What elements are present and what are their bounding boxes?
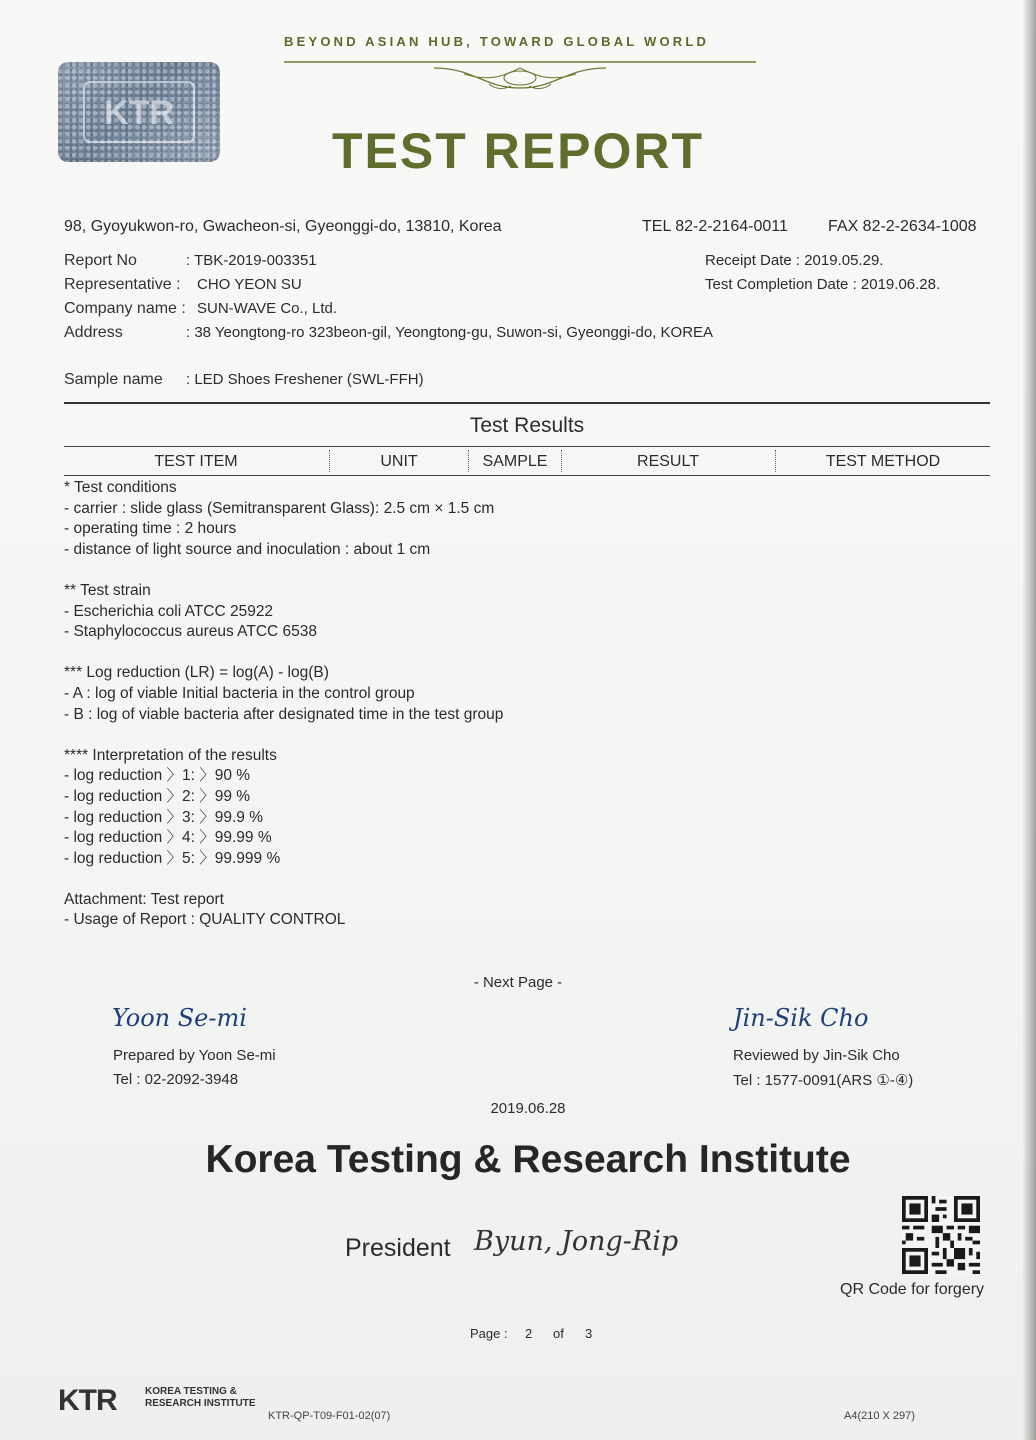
list-item: - log reduction 〉2: 〉99 % — [64, 787, 251, 805]
prepared-tel: Tel : 02-2092-3948 — [113, 1071, 239, 1088]
list-item: - carrier : slide glass (Semitransparent Glass): 2.5 cm × 1.5 cm — [64, 499, 495, 517]
representative-value: CHO YEON SU — [197, 276, 302, 293]
qr-code-label: QR Code for forgery — [840, 1281, 985, 1298]
representative-label: Representative : — [64, 276, 181, 293]
ktr-logo: KTR — [58, 1384, 117, 1417]
list-item: - log reduction 〉3: 〉99.9 % — [64, 808, 264, 826]
list-item: - Usage of Report : QUALITY CONTROL — [64, 911, 346, 929]
reviewed-signature: Jin-Sik Cho — [733, 1004, 869, 1032]
report-no-value: : TBK-2019-003351 — [186, 252, 317, 269]
issue-date: 2019.06.28 — [490, 1100, 566, 1117]
conditions-heading: * Test conditions — [64, 479, 177, 496]
company-label: Company name : — [64, 300, 186, 317]
list-item: - log reduction 〉5: 〉99.999 % — [64, 849, 281, 867]
institute-address: 98, Gyoyukwon-ro, Gwacheon-si, Gyeonggi-do, 13810, Korea — [64, 218, 502, 235]
list-item: - log reduction 〉4: 〉99.99 % — [64, 829, 272, 847]
ktr-hologram-seal — [58, 62, 220, 162]
rule-top — [64, 402, 990, 404]
results-notes — [64, 478, 503, 931]
ktr-logo-subtitle — [145, 1386, 256, 1410]
seal-emblem-icon — [58, 62, 220, 162]
list-item: - Escherichia coli ATCC 25922 — [64, 602, 274, 620]
next-page-note: - Next Page - — [473, 974, 563, 991]
address-label: Address — [64, 324, 123, 341]
institute-tel: TEL 82-2-2164-0011 — [642, 218, 788, 235]
address-value: : 38 Yeongtong-ro 323beon-gil, Yeongtong-gu, Suwon-si, Gyeonggi-do, KOREA — [186, 324, 714, 341]
ktr-logo-line1: KOREA TESTING & — [145, 1386, 237, 1397]
completion-date: Test Completion Date : 2019.06.28. — [705, 276, 941, 293]
sample-value: : LED Shoes Freshener (SWL-FFH) — [186, 371, 424, 388]
president-signature: Byun, Jong-Rip — [474, 1226, 679, 1257]
rule-header-top — [64, 446, 990, 447]
interpretation-heading: **** Interpretation of the results — [64, 746, 277, 764]
column-sample: SAMPLE — [482, 453, 548, 470]
page-total: 3 — [585, 1326, 593, 1341]
form-code: KTR-QP-T09-F01-02(07) — [268, 1410, 391, 1422]
prepared-signature: Yoon Se-mi — [112, 1004, 247, 1032]
prepared-by: Prepared by Yoon Se-mi — [113, 1047, 276, 1064]
report-title: TEST REPORT — [331, 123, 705, 179]
column-test-item: TEST ITEM — [154, 453, 238, 470]
reviewed-by: Reviewed by Jin-Sik Cho — [733, 1047, 900, 1064]
results-title: Test Results — [469, 414, 585, 437]
institute-fax: FAX 82-2-2634-1008 — [828, 218, 977, 235]
attachment-heading: Attachment: Test report — [64, 890, 224, 908]
column-result: RESULT — [637, 453, 699, 470]
svg-text:KTR: KTR — [104, 94, 174, 132]
page-current: 2 — [525, 1326, 533, 1341]
list-item: - Staphylococcus aureus ATCC 6538 — [64, 623, 318, 641]
sample-label: Sample name — [64, 371, 163, 388]
ornament-divider-icon — [284, 54, 756, 98]
list-item: - A : log of viable Initial bacteria in the control group — [64, 684, 415, 702]
rule-header-bottom — [64, 475, 990, 476]
log-reduction-heading: *** Log reduction (LR) = log(A) - log(B) — [64, 664, 329, 682]
ktr-logo-line2: RESEARCH INSTITUTE — [145, 1398, 256, 1409]
paper-size: A4(210 X 297) — [844, 1410, 915, 1422]
receipt-date: Receipt Date : 2019.05.29. — [705, 252, 884, 269]
column-test-method: TEST METHOD — [825, 453, 941, 470]
reviewed-tel: Tel : 1577-0091(ARS ①-④) — [733, 1072, 914, 1089]
report-no-label: Report No — [64, 252, 137, 269]
qr-code-icon — [902, 1196, 980, 1274]
institute-name: Korea Testing & Research Institute — [205, 1138, 851, 1181]
slogan: BEYOND ASIAN HUB, TOWARD GLOBAL WORLD — [284, 34, 710, 49]
column-unit: UNIT — [380, 453, 418, 470]
list-item: - log reduction 〉1: 〉90 % — [64, 767, 251, 785]
company-value: SUN-WAVE Co., Ltd. — [197, 300, 338, 317]
list-item: - B : log of viable bacteria after designated time in the test group — [64, 705, 504, 723]
president-label: President — [345, 1234, 451, 1262]
list-item: - distance of light source and inoculation : about 1 cm — [64, 540, 431, 558]
page-of: of — [553, 1326, 564, 1341]
strain-heading: ** Test strain — [64, 581, 151, 599]
page-label: Page : — [470, 1326, 508, 1341]
list-item: - operating time : 2 hours — [64, 520, 237, 538]
